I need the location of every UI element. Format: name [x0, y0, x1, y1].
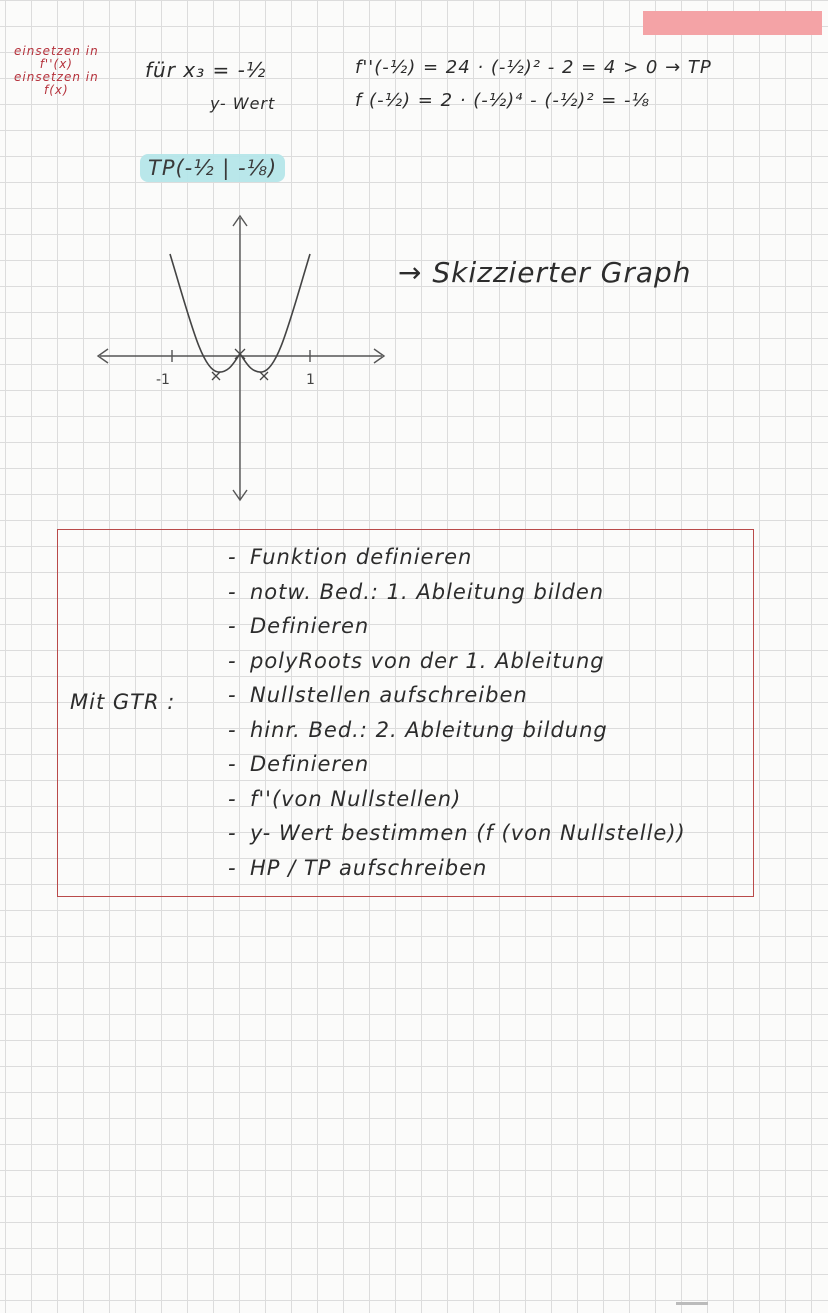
margin-note-line: einsetzen in: [14, 44, 99, 58]
second-derivative-equation: f''(-½) = 24 · (-½)² - 2 = 4 > 0 → TP: [355, 57, 712, 78]
tick-label-pos: 1: [306, 372, 315, 388]
list-item: - Definieren: [228, 614, 370, 638]
margin-note-line: einsetzen in: [14, 70, 99, 84]
tp-result: TP(-½ | -⅛): [140, 154, 285, 182]
list-item: - notw. Bed.: 1. Ableitung bilden: [228, 579, 605, 604]
list-item: - polyRoots von der 1. Ableitung: [228, 648, 605, 673]
margin-note-line: f(x): [44, 83, 69, 97]
function-value-equation: f (-½) = 2 · (-½)⁴ - (-½)² = -⅛: [355, 90, 650, 111]
footer-mark: [676, 1302, 708, 1305]
list-item: - f''(von Nullstellen): [228, 786, 462, 811]
list-item: - Definieren: [228, 752, 370, 776]
y-value-label: y- Wert: [210, 94, 276, 113]
margin-note-line: f''(x): [39, 57, 73, 71]
list-item: - HP / TP aufschreiben: [228, 855, 488, 880]
list-item: - y- Wert bestimmen (f (von Nullstelle)): [228, 821, 686, 845]
sketched-graph: [90, 210, 400, 510]
x3-value: für x₃ = -½: [145, 58, 267, 82]
minimum-mark-right: [260, 372, 268, 380]
list-item: - hinr. Bed.: 2. Ableitung bildung: [228, 717, 608, 742]
gtr-label: Mit GTR :: [70, 690, 176, 714]
list-item: - Funktion definieren: [228, 545, 473, 569]
tick-label-neg: -1: [156, 372, 170, 388]
list-item: - Nullstellen aufschreiben: [228, 683, 528, 707]
minimum-mark-left: [212, 372, 220, 380]
margin-note: [14, 45, 99, 97]
gtr-steps-list: [228, 540, 686, 885]
highlight-bar: [643, 11, 822, 35]
graph-caption: → Skizzierter Graph: [398, 256, 692, 289]
